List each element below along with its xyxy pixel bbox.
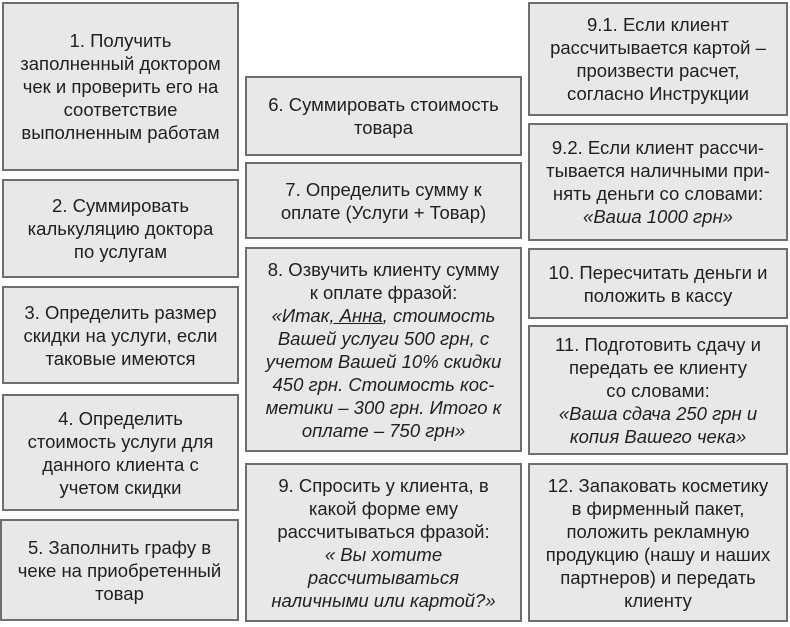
step-9-2-box (528, 123, 788, 241)
step-9-1-line: произвести расчет, (576, 60, 740, 81)
step-3-box (2, 286, 239, 384)
step-1-box (2, 2, 239, 171)
step-5-line: товар (95, 582, 144, 604)
step-5-line: чеке на приобретенный (17, 559, 222, 581)
step-9-box (245, 463, 522, 622)
step-1-line: 1. Получить (69, 30, 172, 51)
step-8-quote-line: оплате – 750 грн» (301, 419, 466, 441)
step-7-line: 7. Определить сумму к (285, 178, 482, 200)
step-9-1-line: согласно Инструкции (567, 83, 749, 104)
step-8-quote-line: Вашей услуги 500 грн, с (277, 327, 490, 349)
step-9-1-line: рассчитывается картой – (550, 37, 766, 58)
step-11-box (528, 325, 788, 455)
quote-prefix: «Итак (271, 304, 330, 326)
step-9-2-line: тывается наличными при- (546, 160, 770, 181)
step-12-line: партнеров) и передать (560, 566, 756, 588)
step-9-2-line: нять деньги со словами: (552, 183, 764, 204)
step-9-2-line: 9.2. Если клиент рассчи- (551, 137, 765, 158)
step-5-line: 5. Заполнить графу в (27, 536, 212, 558)
step-7-line: оплате (Услуги + Товар) (280, 201, 487, 223)
step-8-quote-line (272, 304, 496, 327)
step-11-line: передать ее клиенту (569, 356, 747, 378)
step-9-1-line: 9.1. Если клиент (586, 14, 730, 35)
step-12-box (528, 463, 788, 622)
step-10-box (528, 248, 788, 319)
step-11-quote-line: «Ваша сдача 250 грн и (558, 402, 758, 424)
step-8-line: 8. Озвучить клиенту сумму (267, 258, 500, 280)
step-6-line: товара (353, 117, 414, 138)
step-12-line: 12. Запаковать косметику (547, 474, 769, 496)
step-4-box (2, 394, 239, 511)
step-12-line: клиенту (624, 589, 692, 611)
step-12-line: в фирменный пакет, (571, 497, 745, 519)
step-9-quote-line: « Вы хотите (324, 543, 443, 565)
quote-name-underlined: , Анна (329, 304, 383, 326)
step-2-line: по услугам (73, 241, 168, 262)
step-4-line: учетом скидки (59, 476, 182, 498)
step-8-box (245, 247, 522, 452)
step-2-line: 2. Суммировать (52, 195, 189, 216)
step-1-line: соответствие (63, 99, 178, 120)
step-3-line: таковые имеются (45, 347, 196, 369)
step-4-line: данного клиента с (42, 453, 199, 475)
step-9-line: 9. Спросить у клиента, в (278, 474, 489, 496)
step-9-2-quote-line: «Ваша 1000 грн» (583, 206, 733, 227)
quote-suffix: , стоимость (382, 304, 496, 326)
step-9-1-box (528, 2, 788, 116)
step-4-line: 4. Определить (58, 407, 183, 429)
step-6-line: 6. Суммировать стоимость (268, 94, 499, 115)
step-9-quote-line: наличными или картой?» (271, 589, 496, 611)
step-8-quote-line: 450 грн. Стоимость кос- (272, 373, 495, 395)
step-2-line: калькуляцию доктора (27, 218, 214, 239)
step-12-line: положить рекламную (566, 520, 750, 542)
step-5-box (0, 519, 239, 621)
step-10-line: 10. Пересчитать деньги и (548, 261, 768, 283)
step-9-line: какой форме ему (308, 497, 459, 519)
step-12-line: продукцию (нашу и наших (545, 543, 771, 565)
step-1-line: чек и проверить его на (22, 76, 219, 97)
step-11-line: со словами: (606, 379, 710, 401)
step-1-line: заполненный доктором (20, 53, 221, 74)
step-6-box (245, 76, 522, 156)
step-4-line: стоимость услуги для (27, 430, 214, 452)
step-9-line: рассчитываться фразой: (277, 520, 490, 542)
step-1-line: выполненным работам (21, 122, 220, 143)
step-11-quote-line: копия Вашего чека» (569, 425, 747, 447)
step-3-line: 3. Определить размер (24, 301, 217, 323)
step-8-line: к оплате фразой: (309, 281, 458, 303)
step-8-quote-line: метики – 300 грн. Итого к (265, 396, 502, 418)
step-2-box (2, 179, 239, 278)
step-11-line: 11. Подготовить сдачу и (555, 333, 761, 355)
step-9-quote-line: рассчитываться (307, 566, 460, 588)
step-3-line: скидки на услуги, если (23, 324, 218, 346)
step-7-box (245, 162, 522, 239)
step-10-line: положить в кассу (583, 284, 733, 306)
step-8-quote-line: учетом Вашей 10% скидки (265, 350, 502, 372)
